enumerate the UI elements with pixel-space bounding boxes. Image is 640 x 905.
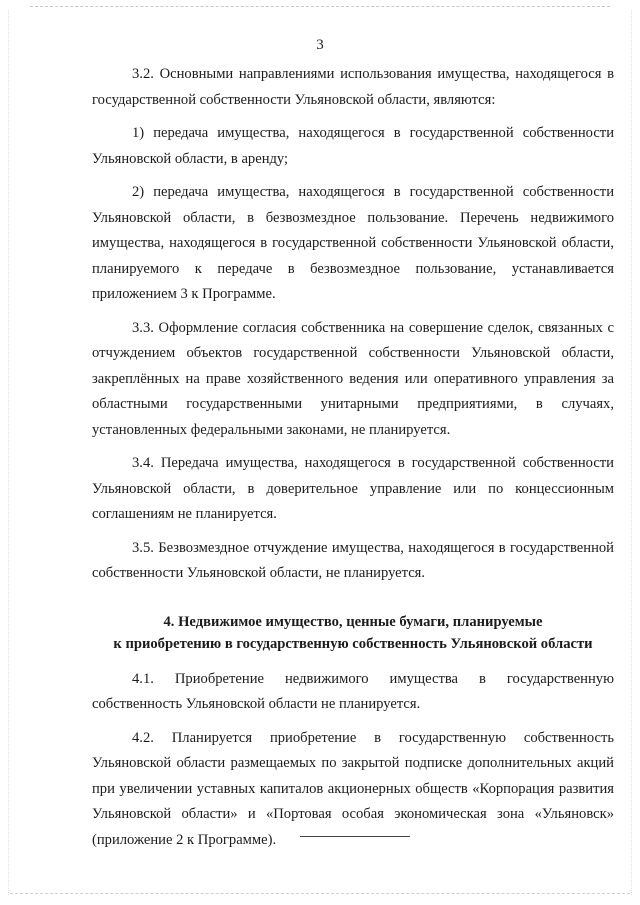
paragraph-3-2: 3.2. Основными направлениями использования имущества, находящегося в государственной собственности Ульяновской области, являются: xyxy=(92,66,614,108)
scan-edge-top xyxy=(30,6,610,7)
page-number: 3 xyxy=(316,37,324,53)
document-body xyxy=(92,62,614,853)
section-4-heading-line-1: 4. Недвижимое имущество, ценные бумаги, планируемые xyxy=(163,613,543,630)
paragraph-3-2-item-2: 2) передача имущества, находящегося в государственной собственности Ульяновской области, в безвозмездное пользование. Перечень недвижимого имущества, находящегося в государственной собственности Ульяновской области, планируемого к передаче в безвозмездное пользование, устанавливается приложением 3 к Программе. xyxy=(92,184,614,302)
end-divider-line xyxy=(300,836,410,837)
scan-edge-bottom xyxy=(10,893,630,894)
section-4-heading xyxy=(92,611,614,655)
scan-edge-left xyxy=(8,10,9,895)
paragraph-3-3: 3.3. Оформление согласия собственника на совершение сделок, связанных с отчуждением объектов государственной собственности Ульяновской области, закреплённых на праве хозяйственного ведения или оперативного управления за областными государственными унитарными предприятиями, в случаях, установленных федеральными законами, не планируется. xyxy=(92,319,614,438)
scan-edge-right xyxy=(631,10,632,895)
paragraph-4-1: 4.1. Приобретение недвижимого имущества в государственную собственность Ульяновской области не планируется. xyxy=(92,670,614,712)
paragraph-4-2: 4.2. Планируется приобретение в государственную собственность Ульяновской области размещаемых по закрытой подписке дополнительных акций при увеличении уставных капиталов акционерных обществ «Корпорация развития Ульяновской области» и «Портовая особая экономическая зона «Ульяновск» (приложение 2 к Программе). xyxy=(92,729,614,848)
section-4-heading-line-2: к приобретению в государственную собственность Ульяновской области xyxy=(113,635,593,652)
paragraph-3-2-item-1: 1) передача имущества, находящегося в государственной собственности Ульяновской области, в аренду; xyxy=(92,125,614,167)
paragraph-3-5: 3.5. Безвозмездное отчуждение имущества, находящегося в государственной собственности Ульяновской области, не планируется. xyxy=(92,539,614,581)
paragraph-3-4: 3.4. Передача имущества, находящегося в государственной собственности Ульяновской области, в доверительное управление или по концессионным соглашениям не планируется. xyxy=(92,455,614,522)
